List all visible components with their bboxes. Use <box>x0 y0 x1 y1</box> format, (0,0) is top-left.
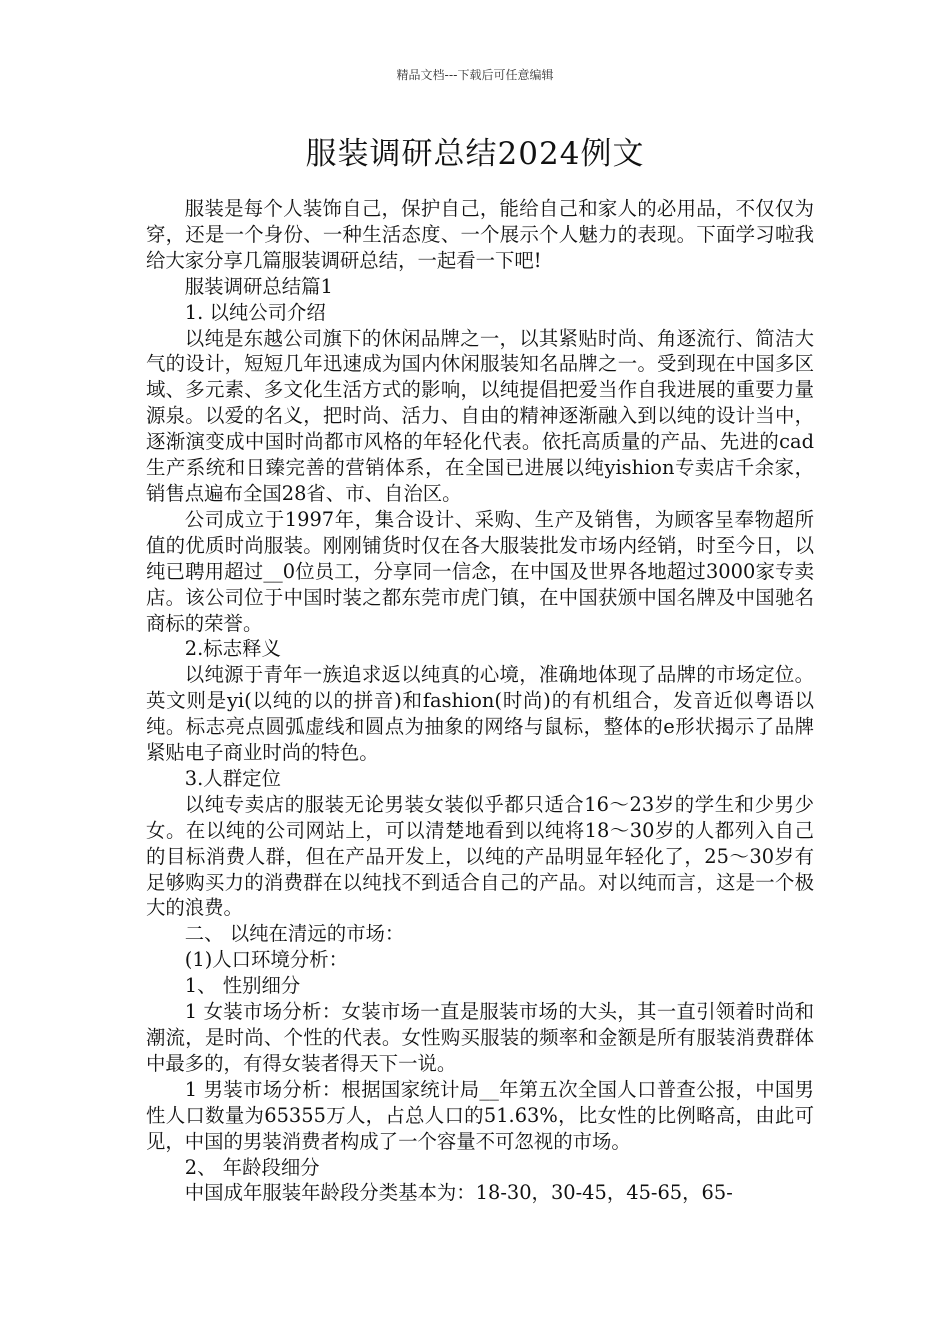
section-heading: 2、 年龄段细分 <box>184 1155 320 1179</box>
section-heading: 3.人群定位 <box>184 766 281 790</box>
paragraph: 中国成年服装年龄段分类基本为：18-30，30-45，45-65，65- <box>184 1181 733 1205</box>
paragraph: 以纯源于青年一族追求返以纯真的心境，准确地体现了品牌的市场定位。英文则是yi(以纯的以的拼音)和fashion(时尚)的有机组合，发音近似粤语以纯。标志亮点圆弧虚线和圆点为抽象的网络与鼠标，整体的e形状揭示了品牌紧贴电子商业时尚的特色。 <box>146 663 814 765</box>
section-heading: 服装调研总结篇1 <box>184 274 333 298</box>
page-header: 精品文档---下载后可任意编辑 <box>396 68 554 82</box>
section-heading: 二、 以纯在清远的市场： <box>184 922 405 946</box>
section-heading: 1. 以纯公司介绍 <box>184 300 326 324</box>
document-body <box>146 196 814 1206</box>
paragraph: 以纯是东越公司旗下的休闲品牌之一，以其紧贴时尚、角逐流行、简洁大气的设计，短短几年迅速成为国内休闲服装知名品牌之一。受到现在中国多区域、多元素、多文化生活方式的影响，以纯提倡把爱当作自我进展的重要力量源泉。以爱的名义，把时尚、活力、自由的精神逐渐融入到以纯的设计当中，逐渐演变成中国时尚都市风格的年轻化代表。依托高质量的产品、先进的cad生产系统和日臻完善的营销体系，在全国已进展以纯yishion专卖店千余家，销售点遍布全国28省、市、自治区。 <box>146 326 814 505</box>
section-heading: (1)人口环境分析： <box>184 948 348 972</box>
paragraph-intro: 服装是每个人装饰自己，保护自己，能给自己和家人的必用品，不仅仅为穿，还是一个身份、一种生活态度、一个展示个人魅力的表现。下面学习啦我给大家分享几篇服装调研总结，一起看一下吧! <box>146 197 814 272</box>
paragraph: 公司成立于1997年，集合设计、采购、生产及销售，为顾客呈奉物超所值的优质时尚服装。刚刚铺货时仅在各大服装批发市场内经销，时至今日，以纯已聘用超过__0位员工，分享同一信念，在中国及世界各地超过3000家专卖店。该公司位于中国时装之都东莞市虎门镇，在中国获颁中国名牌及中国驰名商标的荣誉。 <box>146 507 814 635</box>
section-heading: 1、 性别细分 <box>184 974 301 998</box>
paragraph: 1 男装市场分析：根据国家统计局__年第五次全国人口普查公报，中国男性人口数量为65355万人，占总人口的51.63%，比女性的比例略高，由此可见，中国的男装消费者构成了一个容量不可忽视的市场。 <box>146 1077 814 1153</box>
paragraph: 1 女装市场分析：女装市场一直是服装市场的大头，其一直引领着时尚和潮流，是时尚、个性的代表。女性购买服装的频率和金额是所有服装消费群体中最多的，有得女装者得天下一说。 <box>146 1000 814 1075</box>
paragraph: 以纯专卖店的服装无论男装女装似乎都只适合16～23岁的学生和少男少女。在以纯的公司网站上，可以清楚地看到以纯将18～30岁的人都列入自己的目标消费人群，但在产品开发上，以纯的产品明显年轻化了，25～30岁有足够购买力的消费群在以纯找不到适合自己的产品。对以纯而言，这是一个极大的浪费。 <box>146 792 814 920</box>
document-title: 服装调研总结2024例文 <box>305 136 645 172</box>
section-heading: 2.标志释义 <box>184 637 281 661</box>
